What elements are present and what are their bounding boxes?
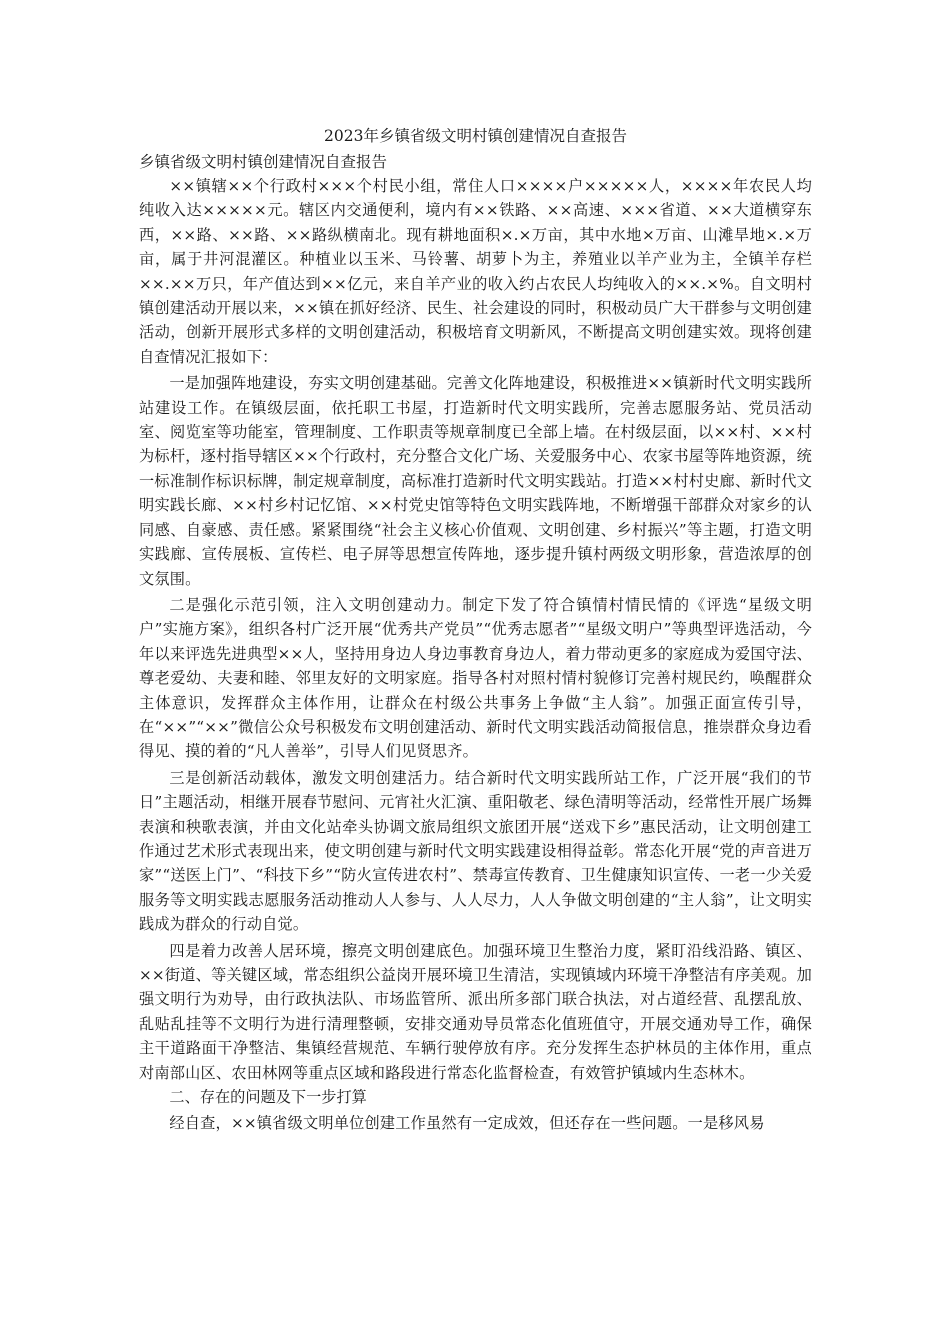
section-heading: 二、存在的问题及下一步打算: [169, 1088, 367, 1107]
paragraph-overview: ××镇辖××个行政村×××个村民小组，常住人口××××户×××××人，××××年农民人均纯收入达×××××元。辖区内交通便利，境内有××铁路、××高速、×××省道、××大道横穿东西，××路、××路、××路纵横南北。现有耕地面积×.×万亩，其中水地×万亩、山滩旱地×.×万亩，属于井河混灌区。种植业以玉米、马铃薯、胡萝卜为主，养殖业以羊产业为主，全镇羊存栏××.××万只，年产值达到××亿元，来自羊产业的收入约占农民人均纯收入的××.×%。自文明村镇创建活动开展以来，××镇在抓好经济、民生、社会建设的同时，积极动员广大干群参与文明创建活动，创新开展形式多样的文明创建活动，积极培育文明新风，不断提高文明创建实效。现将创建自查情况汇报如下：: [139, 177, 812, 366]
document-title: 2023年乡镇省级文明村镇创建情况自查报告: [324, 127, 627, 145]
paragraph-point-four: 四是着力改善人居环境，擦亮文明创建底色。加强环境卫生整治力度，紧盯沿线沿路、镇区、××街道、等关键区域，常态组织公益岗开展环境卫生清洁，实现镇域内环境干净整洁有序美观。加强文明行为劝导，由行政执法队、市场监管所、派出所多部门联合执法，对占道经营、乱摆乱放、乱贴乱挂等不文明行为进行清理整顿，安排交通劝导员常态化值班值守，开展交通劝导工作，确保主干道路面干净整洁、集镇经营规范、车辆行驶停放有序。充分发挥生态护林员的主体作用，重点对南部山区、农田林网等重点区域和路段进行常态化监督检查，有效管护镇域内生态林木。: [139, 941, 812, 1082]
paragraph-point-two: 二是强化示范引领，注入文明创建动力。制定下发了符合镇情村情民情的《评选“星级文明户”实施方案》，组织各村广泛开展“优秀共产党员”“优秀志愿者”“星级文明户”等典型评选活动，今年以来评选先进典型××人，坚持用身边人身边事教育身边人，着力带动更多的家庭成为爱国守法、尊老爱幼、夫妻和睦、邻里友好的文明家庭。指导各村对照村情村貌修订完善村规民约，唤醒群众主体意识，发挥群众主体作用，让群众在村级公共事务上争做“主人翁”。加强正面宣传引导，在“××”“××”微信公众号积极发布文明创建活动、新时代文明实践活动简报信息，推崇群众身边看得见、摸的着的“凡人善举”，引导人们见贤思齐。: [139, 595, 812, 761]
paragraph-point-three: 三是创新活动载体，激发文明创建活力。结合新时代文明实践所站工作，广泛开展“我们的节日”主题活动，相继开展春节慰问、元宵社火汇演、重阳敬老、绿色清明等活动，经常性开展广场舞表演和秧歌表演，并由文化站牵头协调文旅局组织文旅团开展“送戏下乡”惠民活动，让文明创建工作通过艺术形式表现出来，使文明创建与新时代文明实践建设相得益彰。常态化开展“党的声音进万家”“送医上门”、“科技下乡”“防火宣传进农村”、禁毒宣传教育、卫生健康知识宣传、一老一少关爱服务等文明实践志愿服务活动推动人人参与、人人尽力，人人争做文明创建的“主人翁”，让文明实践成为群众的行动自觉。: [139, 768, 813, 934]
paragraph-point-one: 一是加强阵地建设，夯实文明创建基础。完善文化阵地建设，积极推进××镇新时代文明实践所站建设工作。在镇级层面，依托职工书屋，打造新时代文明实践所，完善志愿服务站、党员活动室、阅览室等功能室，管理制度、工作职责等规章制度已全部上墙。在村级层面，以××村、××村为标杆，逐村指导辖区××个行政村，充分整合文化广场、关爱服务中心、农家书屋等阵地资源，统一标准制作标识标牌，制定规章制度，高标准打造新时代文明实践站。打造××村村史廊、新时代文明实践长廊、××村乡村记忆馆、××村党史馆等特色文明实践阵地，不断增强干部群众对家乡的认同感、自豪感、责任感。紧紧围绕“社会主义核心价值观、文明创建、乡村振兴”等主题，打造文明实践廊、宣传展板、宣传栏、电子屏等思想宣传阵地，逐步提升镇村两级文明形象，营造浓厚的创文氛围。: [139, 374, 812, 588]
paragraph-self-check: 经自查，××镇省级文明单位创建工作虽然有一定成效，但还存在一些问题。一是移风易: [169, 1114, 765, 1133]
document-page: [139, 124, 812, 1136]
document-subtitle: 乡镇省级文明村镇创建情况自查报告: [139, 153, 388, 171]
